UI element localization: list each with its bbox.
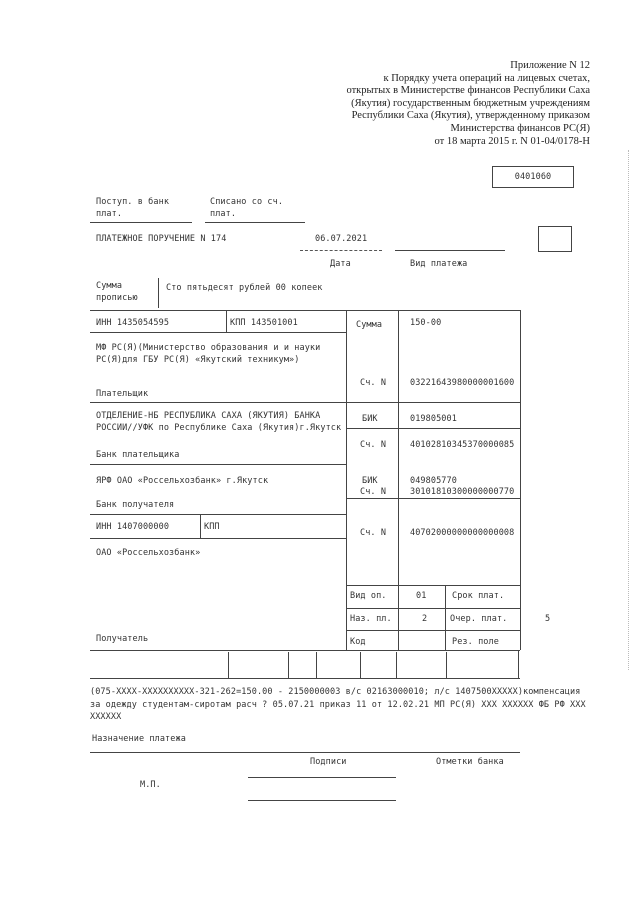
date-label: Дата (330, 259, 351, 269)
payer-name: МФ РС(Я)(Министерство образования и и науки РС(Я)для ГБУ РС(Я) «Якутский техникум») (96, 343, 321, 365)
recipient-bank-account-label: Сч. N (360, 487, 387, 497)
date-line (300, 250, 382, 251)
recipient-kpp: КПП (204, 522, 220, 532)
stamp-label: М.П. (140, 780, 161, 790)
code-cell-divider (396, 652, 397, 678)
debited-mark: Списано со сч. плат. (210, 197, 284, 219)
payer-inn: ИНН 1435054595 (96, 318, 170, 328)
document-header (260, 60, 590, 148)
payer-amount: 150-00 (410, 318, 442, 328)
op-type-label: Вид оп. (350, 591, 387, 601)
recipient-inn: ИНН 1407000000 (96, 522, 170, 532)
header-line: Республики Саха (Якутия), утвержденному приказом (351, 110, 590, 122)
table-border (90, 514, 346, 515)
payer-bank-bik-label: БИК (362, 414, 378, 424)
order-date: 06.07.2021 (315, 234, 368, 244)
status-box (538, 226, 572, 252)
order-title: ПЛАТЕЖНОЕ ПОРУЧЕНИЕ N 174 (96, 234, 227, 244)
type-line (395, 250, 505, 251)
signature-line-1 (248, 777, 396, 778)
recipient-account: 40702000000000000008 (410, 528, 515, 538)
recipient-account-label: Сч. N (360, 528, 387, 538)
received-mark: Поступ. в банк плат. (96, 197, 170, 219)
table-divider (520, 310, 521, 585)
code-cell-divider (228, 652, 229, 678)
table-divider (200, 514, 201, 538)
table-border (90, 678, 520, 679)
table-divider (518, 650, 519, 678)
payer-label: Плательщик (96, 389, 149, 399)
debited-line (205, 222, 305, 223)
recipient-bank-label: Банк получателя (96, 500, 175, 510)
table-border (90, 538, 346, 539)
payer-bank-account-label: Сч. N (360, 440, 387, 450)
code-cell-divider (360, 652, 361, 678)
code-label: Код (350, 637, 366, 647)
received-line (90, 222, 192, 223)
payer-amount-label: Сумма (356, 320, 383, 330)
table-border (346, 608, 520, 609)
purpose-code-label: Наз. пл. (350, 614, 392, 624)
table-border (90, 332, 346, 333)
header-line: от 18 марта 2015 г. N 01-04/0178-Н (434, 135, 590, 147)
op-type: 01 (416, 591, 427, 601)
priority-label: Очер. плат. (450, 614, 508, 624)
header-line: Приложение N 12 (510, 60, 590, 71)
table-border (346, 585, 520, 586)
table-border (90, 402, 520, 403)
table-border (90, 310, 520, 311)
payment-purpose-label: Назначение платежа (92, 734, 186, 744)
table-border (346, 630, 520, 631)
amount-words-label: Сумма прописью (96, 281, 138, 303)
form-code: 0401060 (514, 172, 552, 182)
form-code-box (492, 166, 574, 188)
payer-account-label: Сч. N (360, 378, 387, 388)
table-divider (445, 585, 446, 650)
reserve-label: Рез. поле (452, 637, 499, 647)
priority-extra: 5 (545, 614, 551, 624)
code-cell-divider (288, 652, 289, 678)
code-cell-divider (316, 652, 317, 678)
amount-words-value: Сто пятьдесят рублей 00 копеек (166, 283, 323, 293)
header-line: (Якутия) государственным бюджетным учреждениям (351, 97, 590, 109)
bank-marks-label: Отметки банка (436, 757, 504, 767)
payer-account: 03221643980000001600 (410, 378, 515, 388)
payer-bank-bik: 019805001 (410, 414, 457, 424)
table-divider (346, 310, 347, 650)
amount-words-divider (158, 278, 159, 308)
table-border (346, 498, 520, 499)
table-divider (398, 310, 399, 650)
recipient-label: Получатель (96, 634, 149, 644)
purpose-separator (90, 752, 520, 753)
scan-edge (628, 150, 633, 670)
header-line: Министерства финансов РС(Я) (450, 122, 590, 134)
code-cell-divider (446, 652, 447, 678)
table-border (90, 464, 346, 465)
payer-bank-name: ОТДЕЛЕНИЕ-НБ РЕСПУБЛИКА САХА (ЯКУТИЯ) БАНКА РОССИИ//УФК по Республике Саха (Якутия)г.Якутск (96, 411, 342, 433)
payer-bank-label: Банк плательщика (96, 450, 180, 460)
signature-line-2 (248, 800, 396, 801)
signatures-label: Подписи (310, 757, 347, 767)
header-line: открытых в Министерстве финансов Республики Саха (346, 85, 590, 97)
recipient-bank-bik-label: БИК (362, 476, 378, 486)
term-label: Срок плат. (452, 591, 505, 601)
payment-purpose: (075-XXXX-XXXXXXXXXX-321-262=150.00 - 2150000003 в/с 02163000010; л/с 1407500XXXXX)компенсация за одежду студентам-сиротам расч ? 05.07.21 приказ 11 от 12.02.21 МП РС(Я) XXX XXXXXX ФБ РФ XXX XXXXXX (90, 687, 586, 722)
recipient-bank-account: 30101810300000000770 (410, 487, 515, 497)
payer-kpp: КПП 143501001 (230, 318, 298, 328)
recipient-name: ОАО «Россельхозбанк» (96, 548, 201, 558)
recipient-bank-name: ЯРФ ОАО «Россельхозбанк» г.Якутск (96, 476, 269, 486)
recipient-bank-bik: 049805770 (410, 476, 457, 486)
payment-type-label: Вид платежа (410, 259, 468, 269)
header-line: к Порядку учета операций на лицевых счетах, (383, 72, 590, 84)
table-divider (226, 310, 227, 332)
table-divider (520, 585, 521, 650)
table-border (346, 428, 520, 429)
priority: 2 (422, 614, 428, 624)
payer-bank-account: 40102810345370000085 (410, 440, 515, 450)
table-border (90, 650, 520, 651)
